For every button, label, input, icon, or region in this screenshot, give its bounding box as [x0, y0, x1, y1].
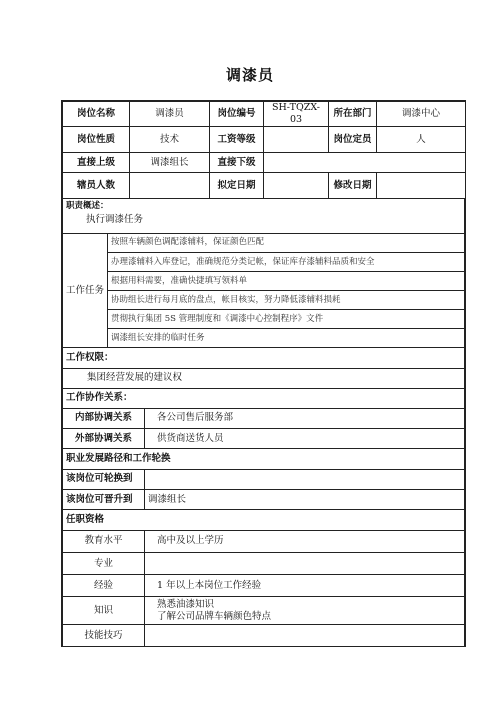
education-row [63, 531, 465, 553]
relations-table [62, 409, 465, 450]
nature-label: 岗位性质 [63, 127, 130, 153]
rotate-row [63, 470, 465, 490]
job-code-label: 岗位编号 [210, 102, 264, 127]
internal-value: 各公司售后服务部 [145, 409, 465, 429]
subcount-value [130, 173, 210, 199]
career-detail-table [62, 470, 465, 511]
superior-value: 调漆组长 [130, 153, 210, 173]
experience-label: 经验 [63, 575, 145, 597]
knowledge-line-2: 了解公司品牌车辆颜色特点 [157, 610, 272, 622]
skills-label: 技能技巧 [63, 625, 145, 647]
external-value: 供货商送货人员 [145, 429, 465, 449]
job-name-label: 岗位名称 [63, 102, 130, 127]
task-item: 按照车辆颜色调配漆辅料，保证颜色匹配 [108, 234, 465, 253]
major-label: 专业 [63, 553, 145, 575]
qualification-header-row [63, 510, 465, 530]
promote-row [63, 490, 465, 510]
authority-text: 集团经营发展的建议权 [63, 368, 465, 388]
authority-table [62, 348, 465, 409]
experience-value: 1 年以上本岗位工作经验 [145, 575, 465, 597]
task-row [63, 272, 465, 291]
subordinate-value [264, 153, 466, 173]
career-header-row [63, 449, 465, 469]
internal-label: 内部协调关系 [63, 409, 145, 429]
knowledge-line-1: 熟悉油漆知识 [157, 598, 215, 610]
nature-value: 技术 [130, 127, 210, 153]
skills-value [145, 625, 465, 647]
authority-text-row [63, 368, 465, 388]
summary-text: 执行调漆任务 [86, 213, 144, 225]
task-row [63, 253, 465, 272]
page-title: 调漆员 [225, 66, 274, 84]
education-value: 高中及以上学历 [145, 531, 465, 553]
tasks-table [62, 234, 465, 349]
row-superior [63, 153, 466, 173]
task-row [63, 329, 465, 348]
revdate-label: 修改日期 [329, 173, 377, 199]
dept-label: 所在部门 [329, 102, 377, 127]
promote-label: 该岗位可晋升到 [63, 490, 145, 510]
internal-row [63, 409, 465, 429]
staffing-value: 人 [377, 127, 466, 153]
summary-table [62, 199, 465, 234]
education-label: 教育水平 [63, 531, 145, 553]
job-name-value: 调漆员 [130, 102, 210, 127]
row-job-nature [63, 127, 466, 153]
authority-label: 工作权限： [63, 348, 465, 368]
subordinate-label: 直接下级 [210, 153, 264, 173]
qualification-label: 任职资格 [63, 510, 465, 530]
knowledge-label: 知识 [63, 597, 145, 625]
task-item: 根据用料需要，准确快捷填写领料单 [108, 272, 465, 291]
row-staff-count [63, 173, 466, 199]
qualification-header-table [62, 510, 465, 531]
major-row [63, 553, 465, 575]
major-value [145, 553, 465, 575]
career-label: 职业发展路径和工作轮换 [63, 449, 465, 469]
job-code-value: SH-TQZX-03 [264, 102, 329, 127]
task-item: 协助组长进行每月底的盘点，帐目核实，努力降低漆辅料损耗 [108, 291, 465, 310]
career-table [62, 449, 465, 470]
task-row [63, 234, 465, 253]
rotate-value [145, 470, 465, 490]
date-label: 拟定日期 [210, 173, 264, 199]
external-label: 外部协调关系 [63, 429, 145, 449]
experience-row [63, 575, 465, 597]
superior-label: 直接上级 [63, 153, 130, 173]
summary-label: 职责概述： [66, 201, 109, 211]
task-item: 调漆组长安排的临时任务 [108, 329, 465, 348]
tasks-label: 工作任务 [63, 234, 108, 348]
external-row [63, 429, 465, 449]
skills-row [63, 625, 465, 647]
job-description-sheet [61, 100, 466, 647]
summary-row [63, 199, 465, 233]
row-job-name [63, 102, 466, 127]
promote-value: 调漆组长 [145, 490, 465, 510]
dept-value: 调漆中心 [377, 102, 466, 127]
knowledge-row [63, 597, 465, 625]
task-row [63, 310, 465, 329]
subcount-label: 辖员人数 [63, 173, 130, 199]
task-item: 办理漆辅料入库登记，准确规范分类记帐，保证库存漆辅料品质和安全 [108, 253, 465, 272]
basic-info-table [62, 101, 466, 199]
task-row [63, 291, 465, 310]
authority-header-row [63, 348, 465, 368]
task-item: 贯彻执行集团 5S 管理制度和《调漆中心控制程序》文件 [108, 310, 465, 329]
salary-value [264, 127, 329, 153]
date-value [264, 173, 329, 199]
qualification-table [62, 531, 465, 648]
salary-label: 工资等级 [210, 127, 264, 153]
staffing-label: 岗位定员 [329, 127, 377, 153]
rotate-label: 该岗位可轮换到 [63, 470, 145, 490]
relations-label: 工作协作关系： [63, 388, 465, 408]
relations-header-row [63, 388, 465, 408]
revdate-value [377, 173, 466, 199]
